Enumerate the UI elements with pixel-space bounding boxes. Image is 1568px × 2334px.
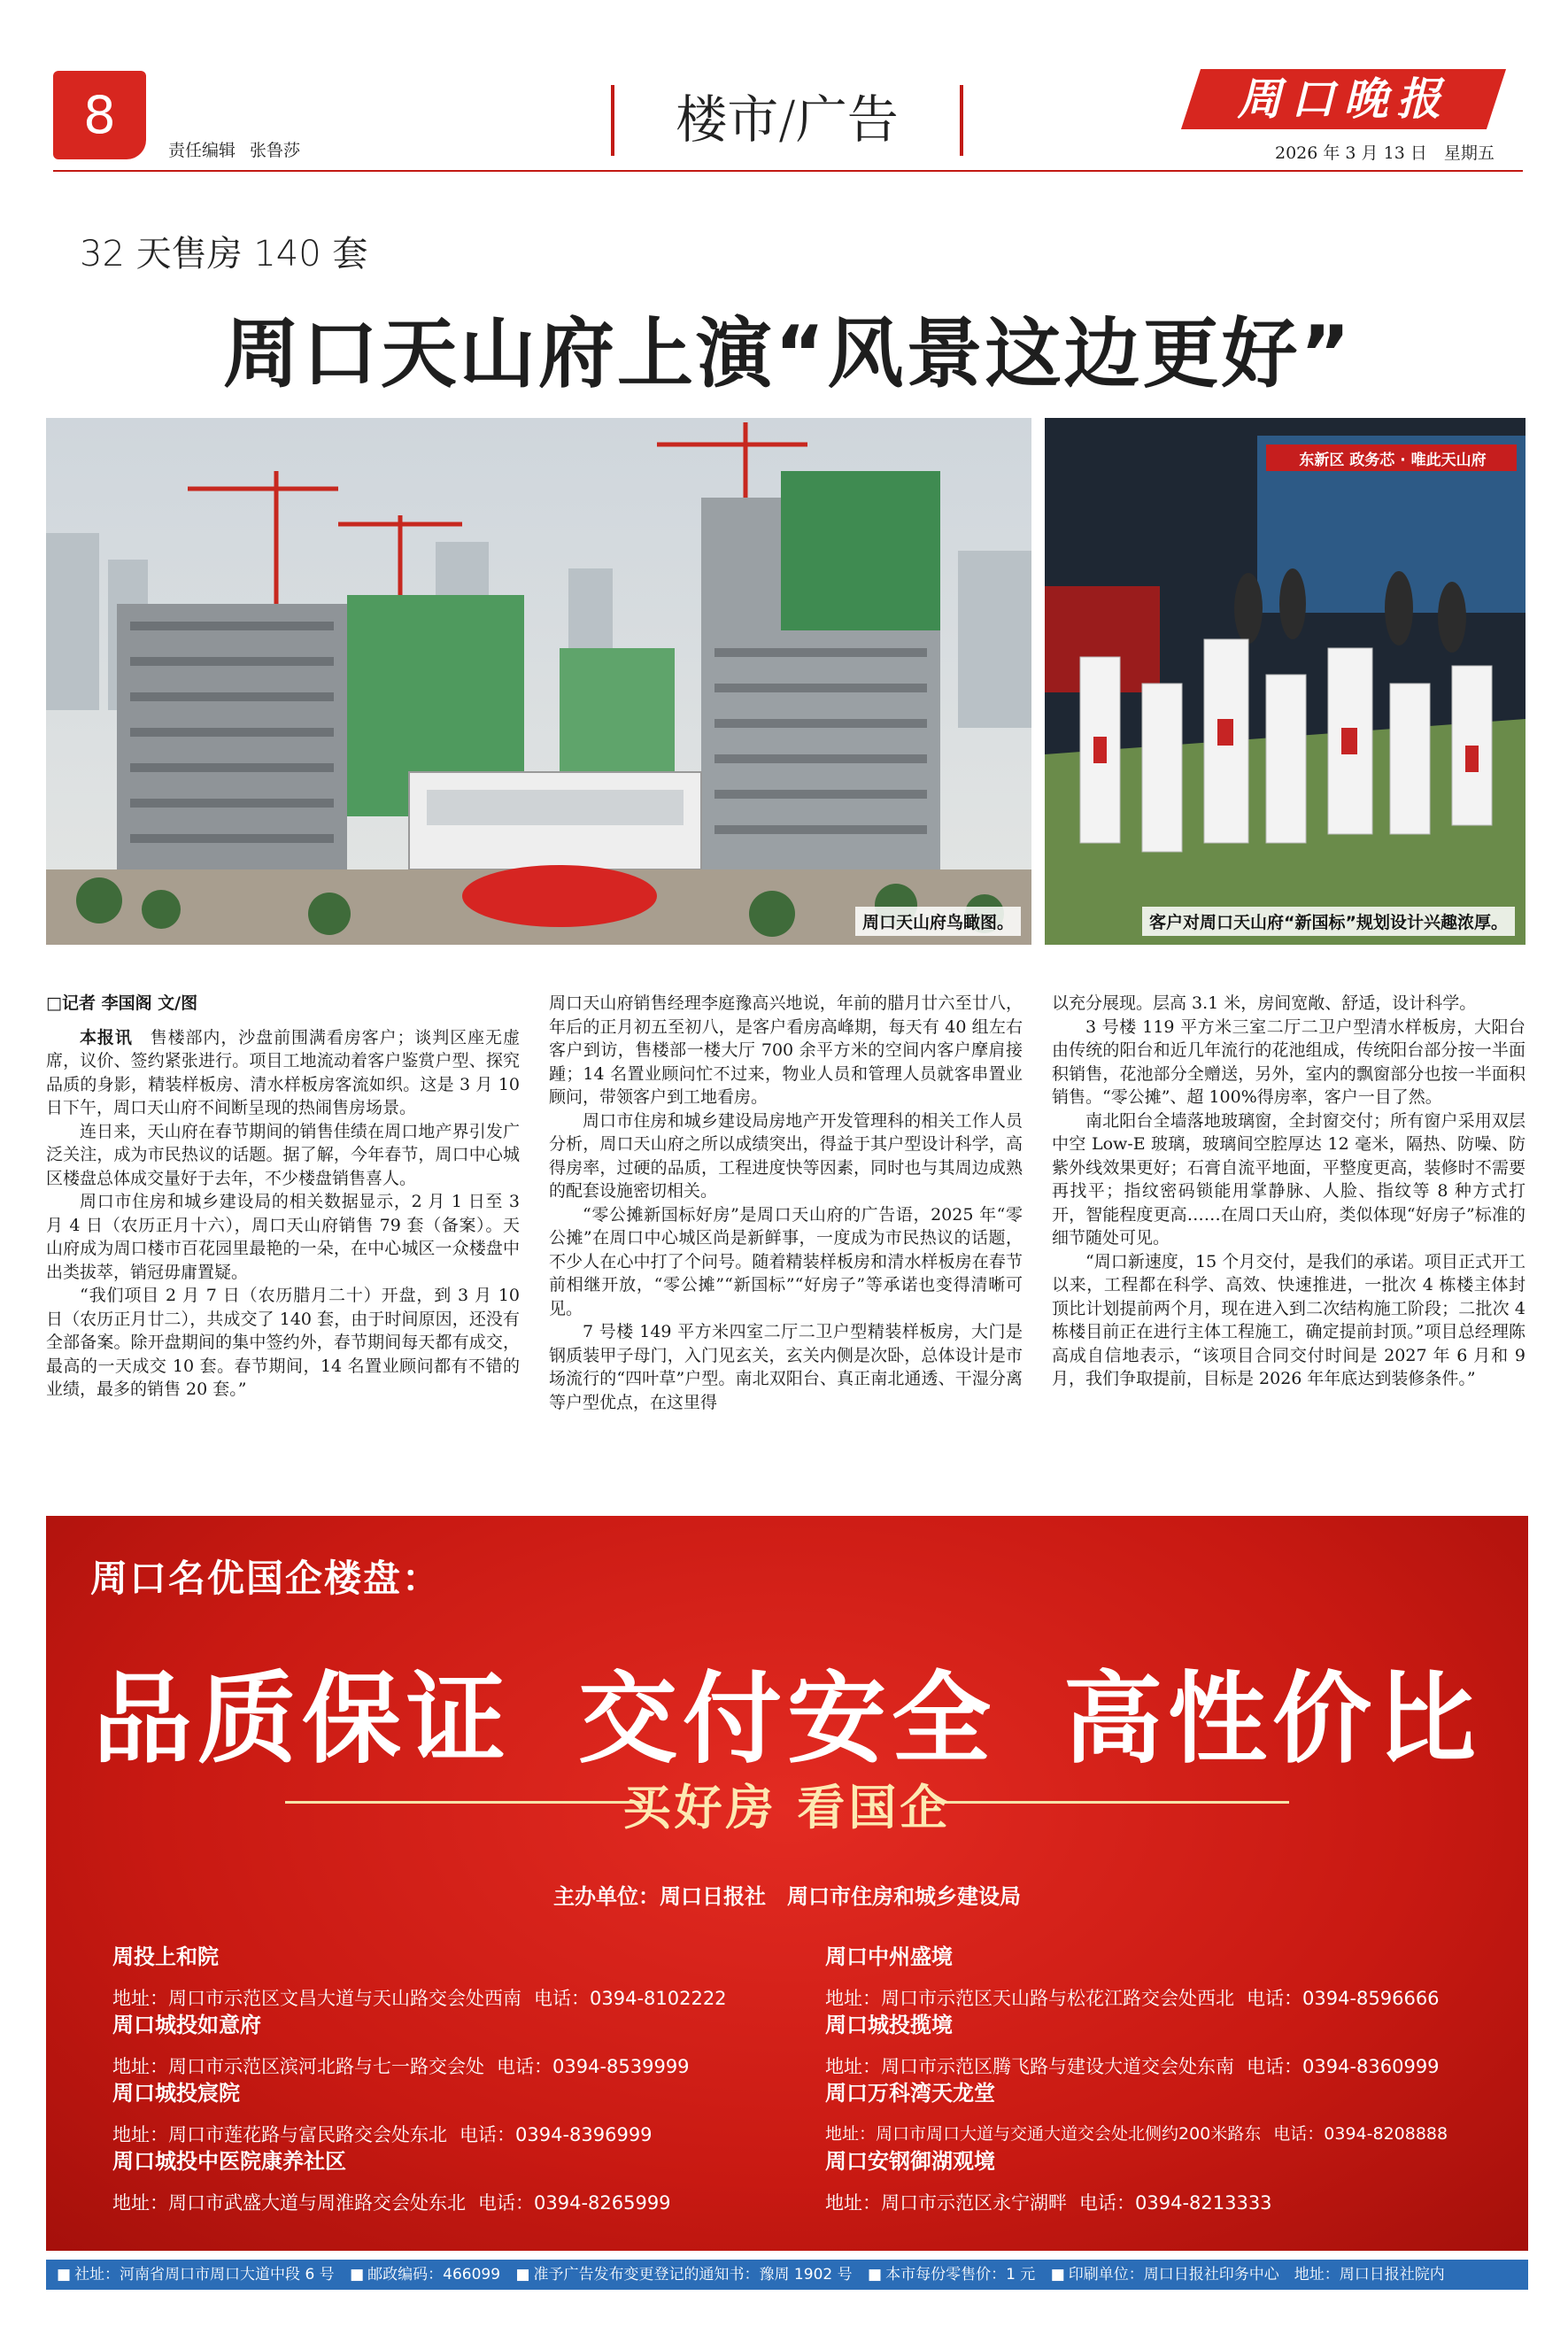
article-paragraph: 3 号楼 119 平方米三室二厅二卫户型清水样板房，大阳台由传统的阳台和近几年流行的花池组成，传统阳台部分按一半面积销售，花池部分全赠送，另外，室内的飘窗部分也按一半面积销售。“零公摊”、超 100%得房率，客户一目了然。: [1052, 1016, 1526, 1107]
sales-model-illustration: [1045, 418, 1526, 945]
address-text: 地址：周口市周口大道与交通大道交会处北侧约200米路东: [825, 2124, 1262, 2144]
editor-label: 责任编辑: [168, 141, 236, 160]
property-listing: [825, 2075, 1528, 2145]
article-column-2: [549, 992, 1023, 1414]
property-listing: [825, 1939, 1528, 2011]
property-address: [825, 2121, 1528, 2145]
property-listing: [112, 2007, 821, 2079]
property-listing: [112, 2144, 821, 2215]
article-headline: 周口天山府上演“风景这边更好”: [222, 310, 1354, 398]
property-name: 周口城投中医院康养社区: [112, 2149, 346, 2174]
phone-text: 电话：0394-8265999: [478, 2192, 671, 2214]
article-paragraph: “周口新速度，15 个月交付，是我们的承诺。项目正式开工以来，工程都在科学、高效、快速推进，一批次 4 栋楼主体封顶比计划提前两个月，现在进入到二次结构施工阶段；二批次 4 栋楼目前正在进行主体工程施工，确定提前封顶。”项目总经理陈高成自信地表示，“该项目合同交付时间是 2027 年 6 月和 9 月，我们争取提前，目标是 2026 年年底达到装修条件。”: [1052, 1251, 1526, 1388]
article-paragraph: “零公摊新国标好房”是周口天山府的广告语，2025 年“零公摊”在周口中心城区尚是新鲜事，一度成为市民热议的话题，不少人在心中打了个问号。随着精装样板房和清水样板房在春节前相继开放，“零公摊”“新国标”“好房子”等承诺也变得清晰可见。: [549, 1204, 1023, 1318]
footer-address: ■ 社址：河南省周口市周口大道中段 6 号: [57, 2266, 335, 2284]
property-listing: [825, 2144, 1528, 2215]
article-paragraph: 周口天山府销售经理李庭豫高兴地说，年前的腊月廿六至廿八，年后的正月初五至初八，是客户看房高峰期，每天有 40 组左右客户到访，售楼部一楼大厅 700 余平方米的空间内客户摩肩接踵；14 名置业顾问忙不过来，物业人员和管理人员就客串置业顾问，带领客户到工地看房。: [549, 993, 1023, 1107]
property-name: 周口安钢御湖观境: [825, 2149, 995, 2174]
property-name: 周口城投宸院: [112, 2081, 240, 2106]
footer-price: ■ 本市每份零售价：1 元: [868, 2266, 1035, 2284]
property-address: [825, 2189, 1528, 2215]
newspaper-logo: 周口晚报: [1237, 73, 1450, 125]
masthead-footer: [46, 2260, 1528, 2290]
phone-text: 电话：0394-8213333: [1079, 2192, 1272, 2214]
phone-text: 电话：0394-8396999: [460, 2124, 653, 2145]
property-name: 周投上和院: [112, 1944, 219, 1969]
section-title: 楼市/广告: [676, 89, 899, 150]
address-text: 地址：周口市示范区腾飞路与建设大道交会处东南: [825, 2056, 1234, 2077]
article-paragraph: “我们项目 2 月 7 日（农历腊月二十）开盘，到 3 月 10 日（农历正月廿二），共成交了 140 套，由于时间原因，还没有全部备案。除开盘期间的集中签约外，春节期间每天都有成交，最高的一天成交 10 套。春节期间，14 名置业顾问都有不错的业绩，最多的销售 20 套。”: [46, 1286, 520, 1399]
article-paragraph: 周口市住房和城乡建设局房地产开发管理科的相关工作人员分析，周口天山府之所以成绩突出，得益于其户型设计科学，高得房率，过硬的品质，工程进度快等因素，同时也与其周边成熟的配套设施密切相关。: [549, 1110, 1023, 1201]
footer-printer: ■ 印刷单位：周口日报社印务中心 地址：周口日报社院内: [1051, 2266, 1445, 2284]
header-divider: [53, 170, 1523, 172]
property-name: 周口中州盛境: [825, 1944, 953, 1969]
address-text: 地址：周口市武盛大道与周淮路交会处东北: [112, 2192, 466, 2214]
property-name: 周口城投如意府: [112, 2013, 261, 2037]
ad-slogan: 交付安全: [578, 1662, 996, 1777]
photo-caption: 周口天山府鸟瞰图。: [855, 907, 1021, 936]
article-paragraph: 南北阳台全墙落地玻璃窗，全封窗交付；所有窗户采用双层中空 Low-E 玻璃，玻璃间空腔厚达 12 毫米，隔热、防噪、防紫外线效果更好；石膏自流平地面，平整度更高，装修时不需要再找平；指纹密码锁能用掌静脉、人脸、指纹等 8 种方式打开，智能程度更高……在周口天山府，类似体现“好房子”标准的细节随处可见。: [1052, 1110, 1526, 1248]
property-listing: [825, 2007, 1528, 2079]
ad-title: 周口名优国企楼盘：: [90, 1557, 442, 1600]
page-number: 8: [53, 71, 146, 159]
property-listing: [112, 1939, 821, 2011]
ad-slogan-row: [46, 1640, 1528, 1782]
aerial-photo-illustration: [46, 418, 1031, 945]
ad-slogan: 高性价比: [1063, 1662, 1481, 1777]
article-paragraph: 7 号楼 149 平方米四室二厅二卫户型精装样板房，大门是钢质装甲子母门，入门见玄关，玄关内侧是次卧，总体设计是市场流行的“四叶草”户型。南北双阳台、真正南北通透、干湿分离等户型优点，在这里得: [549, 1322, 1023, 1412]
article-paragraph: 周口市住房和城乡建设局的相关数据显示，2 月 1 日至 3 月 4 日（农历正月十六），周口天山府销售 79 套（备案）。天山府成为周口楼市百花园里最艳的一朵，在中心城区一众楼盘中出类拔萃，销冠毋庸置疑。: [46, 1192, 520, 1282]
article-paragraph: 以充分展现。层高 3.1 米，房间宽敞、舒适，设计科学。: [1052, 993, 1477, 1013]
editor-name: 张鲁莎: [250, 141, 301, 160]
paragraph-text: 售楼部内，沙盘前围满看房客户；谈判区座无虚席，议价、签约紧张进行。项目工地流动着客户鉴赏户型、探究品质的身影，精装样板房、清水样板房客流如织。这是 3 月 10 日下午，周口天山府不间断呈现的热闹售房场景。: [46, 1027, 520, 1117]
footer-postcode: ■ 邮政编码：466099: [350, 2266, 500, 2284]
article-paragraph: [46, 1026, 520, 1120]
property-listing: [112, 2075, 821, 2147]
property-name: 周口万科湾天龙堂: [825, 2081, 995, 2106]
property-address: [112, 2189, 821, 2215]
phone-text: 电话：0394-8102222: [534, 1988, 727, 2009]
article-byline: □记者 李国阁 文/图: [46, 993, 198, 1013]
address-text: 地址：周口市示范区永宁湖畔: [825, 2192, 1067, 2214]
phone-text: 电话：0394-8539999: [497, 2056, 690, 2077]
advertisement-banner: [46, 1516, 1528, 2251]
address-text: 地址：周口市示范区滨河北路与七一路交会处: [112, 2056, 484, 2077]
ad-slogan: 品质保证: [93, 1662, 511, 1777]
phone-text: 电话：0394-8596666: [1247, 1988, 1440, 2009]
issue-date: 2026 年 3 月 13 日 星期五: [1275, 143, 1495, 163]
article-column-3: [1052, 992, 1526, 1391]
ad-organizer: 主办单位：周口日报社 周口市住房和城乡建设局: [553, 1884, 1021, 1909]
phone-text: 电话：0394-8208888: [1273, 2124, 1448, 2144]
article-subhead: 32 天售房 140 套: [80, 234, 368, 274]
address-text: 地址：周口市示范区文昌大道与天山路交会处西南: [112, 1988, 521, 2009]
address-text: 地址：周口市莲花路与富民路交会处东北: [112, 2124, 447, 2145]
article-column-1: [46, 992, 520, 1402]
ad-subslogan: 买好房 看国企: [622, 1780, 952, 1836]
model-sign: 东新区 政务芯 · 唯此天山府: [1299, 452, 1487, 469]
lead-label: 本报讯: [80, 1027, 133, 1047]
photo-caption: 客户对周口天山府“新国标”规划设计兴趣浓厚。: [1142, 907, 1515, 936]
editor-credit: [168, 137, 300, 161]
sales-model-photo: [1045, 418, 1526, 945]
property-name: 周口城投揽境: [825, 2013, 953, 2037]
address-text: 地址：周口市示范区天山路与松花江路交会处西北: [825, 1988, 1234, 2009]
article-paragraph: 连日来，天山府在春节期间的销售佳绩在周口地产界引发广泛关注，成为市民热议的话题。据了解，今年春节，周口中心城区楼盘总体成交量好于去年，不少楼盘销售喜人。: [46, 1121, 520, 1188]
phone-text: 电话：0394-8360999: [1247, 2056, 1440, 2077]
footer-ad-license: ■ 准予广告发布变更登记的通知书：豫周 1902 号: [515, 2266, 852, 2284]
aerial-photo: [46, 418, 1031, 945]
